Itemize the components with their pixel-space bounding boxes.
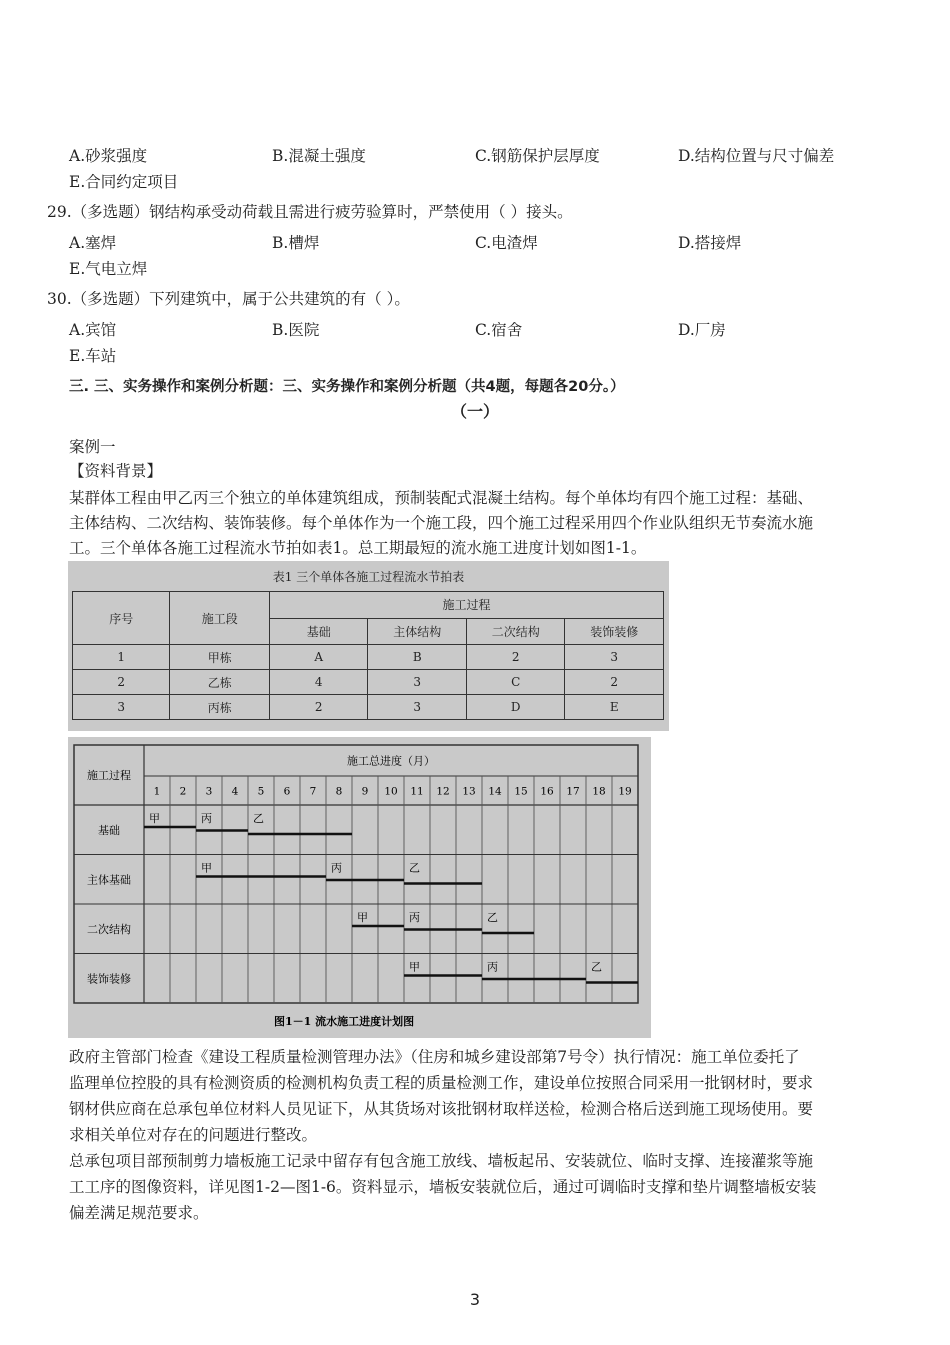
table1-process-header: 二次结构 xyxy=(466,618,565,645)
gantt-month-tick: 5 xyxy=(257,785,265,798)
gantt-month-tick: 9 xyxy=(361,785,369,798)
q29-option-e: E.气电立焊 xyxy=(69,260,148,278)
table1-cell: 4 xyxy=(269,670,368,695)
q30-stem: 30.（多选题）下列建筑中，属于公共建筑的有（ ）。 xyxy=(47,290,410,308)
table1-process-header: 装饰装修 xyxy=(565,618,664,645)
para3-line2: 工工序的图像资料，详见图1-2—图1-6。资料显示，墙板安装就位后，通过可调临时支撑和垫片调整墙板安装 xyxy=(69,1178,817,1196)
gantt-frame xyxy=(74,745,638,1003)
table1-cell: 2 xyxy=(73,670,170,695)
gantt-row-label: 基础 xyxy=(98,823,120,837)
gantt-caption: 图1－1 流水施工进度计划图 xyxy=(274,1015,415,1028)
para2-line1: 政府主管部门检查《建设工程质量检测管理办法》（住房和城乡建设部第7号令）执行情况：施工单位委托了 xyxy=(69,1048,800,1066)
table1-cell: 丙栋 xyxy=(170,695,270,720)
q30-option-b: B.医院 xyxy=(272,321,320,339)
gantt-month-tick: 10 xyxy=(384,785,398,798)
table1-process-header: 主体结构 xyxy=(368,618,467,645)
gantt-month-tick: 16 xyxy=(540,785,554,798)
table1-process-header: 基础 xyxy=(269,618,368,645)
q29-option-d: D.搭接焊 xyxy=(678,234,742,252)
para3-line1: 总承包项目部预制剪力墙板施工记录中留存有包含施工放线、墙板起吊、安装就位、临时支撑、连接灌浆等施 xyxy=(69,1152,814,1170)
table1-cell: 2 xyxy=(466,645,565,670)
para2-line2: 监理单位控股的具有检测资质的检测机构负责工程的质量检测工作，建设单位按照合同采用一批钢材时，要求 xyxy=(69,1074,814,1092)
table1-header-process: 施工过程 xyxy=(269,592,663,619)
gantt-header-process: 施工过程 xyxy=(87,769,131,782)
gantt-month-tick: 4 xyxy=(231,785,239,798)
q28-option-c: C.钢筋保护层厚度 xyxy=(475,147,600,165)
q30-option-e: E.车站 xyxy=(69,347,117,365)
para2-line3: 钢材供应商在总承包单位材料人员见证下，从其货场对该批钢材取样送检，检测合格后送到施工现场使用。要 xyxy=(69,1100,814,1118)
table1-header-seq: 序号 xyxy=(73,592,170,645)
gantt-bar-label: 丙 xyxy=(201,812,212,825)
gantt-bar-label: 甲 xyxy=(409,960,420,974)
table1 xyxy=(72,591,664,720)
gantt-month-tick: 11 xyxy=(410,785,424,798)
gantt-bar-label: 丙 xyxy=(487,960,498,974)
gantt-row-label: 二次结构 xyxy=(87,922,131,936)
case-number: （一） xyxy=(450,402,499,421)
table1-cell: 乙栋 xyxy=(170,670,270,695)
gantt-bar-label: 甲 xyxy=(201,861,212,875)
q28-option-b: B.混凝土强度 xyxy=(272,147,366,165)
gantt-month-tick: 12 xyxy=(436,785,450,798)
table1-cell: A xyxy=(269,645,368,670)
q30-option-d: D.厂房 xyxy=(678,321,726,339)
table1-cell: 2 xyxy=(565,670,664,695)
gantt-bar-label: 乙 xyxy=(253,812,264,825)
table1-cell: E xyxy=(565,695,664,720)
table1-cell: 3 xyxy=(368,695,467,720)
gantt-bar-label: 甲 xyxy=(357,911,368,924)
gantt-row-label: 主体基础 xyxy=(87,873,131,887)
table1-cell: 2 xyxy=(269,695,368,720)
gantt-month-tick: 2 xyxy=(179,785,187,798)
gantt-bar-label: 乙 xyxy=(409,861,420,875)
background-label: 【资料背景】 xyxy=(69,462,163,480)
table-row xyxy=(73,670,664,695)
table1-header-segment: 施工段 xyxy=(170,592,270,645)
table1-title: 表1 三个单体各施工过程流水节拍表 xyxy=(272,570,465,584)
gantt-month-tick: 15 xyxy=(514,785,528,798)
q28-option-e: E.合同约定项目 xyxy=(69,173,179,191)
para1-line2: 主体结构、二次结构、装饰装修。每个单体作为一个施工段，四个施工过程采用四个作业队组织无节奏流水施 xyxy=(69,514,814,532)
gantt-bar-label: 丙 xyxy=(409,911,420,924)
gantt-month-tick: 6 xyxy=(283,785,291,798)
gantt-month-tick: 8 xyxy=(335,785,343,798)
q28-option-d: D.结构位置与尺寸偏差 xyxy=(678,147,835,165)
gantt-month-tick: 1 xyxy=(153,785,161,798)
gantt-row-label: 装饰装修 xyxy=(87,972,131,986)
para2-line4: 求相关单位对存在的问题进行整改。 xyxy=(69,1126,318,1144)
section-title: 三. 三、实务操作和案例分析题：三、实务操作和案例分析题（共4题，每题各20分。） xyxy=(69,379,625,395)
table-row xyxy=(73,645,664,670)
table1-cell: 甲栋 xyxy=(170,645,270,670)
q28-option-a: A.砂浆强度 xyxy=(69,147,148,165)
para1-line1: 某群体工程由甲乙丙三个独立的单体建筑组成，预制装配式混凝土结构。每个单体均有四个施工过程：基础、 xyxy=(69,489,814,507)
gantt-figure xyxy=(68,737,651,1038)
table-row xyxy=(73,695,664,720)
table1-cell: 3 xyxy=(368,670,467,695)
q29-option-b: B.槽焊 xyxy=(272,234,320,252)
q30-option-c: C.宿舍 xyxy=(475,321,523,339)
gantt-header-schedule: 施工总进度（月） xyxy=(347,754,435,768)
gantt-month-tick: 3 xyxy=(205,785,213,798)
gantt-month-tick: 18 xyxy=(592,785,606,798)
gantt-bar-label: 甲 xyxy=(149,812,160,825)
q29-option-a: A.塞焊 xyxy=(69,234,117,252)
gantt-month-tick: 13 xyxy=(462,785,476,798)
para1-line3: 工。三个单体各施工过程流水节拍如表1。总工期最短的流水施工进度计划如图1-1。 xyxy=(69,539,647,557)
gantt-bar-label: 乙 xyxy=(487,911,498,924)
table1-cell: 3 xyxy=(73,695,170,720)
gantt-month-tick: 17 xyxy=(566,785,580,798)
gantt-bar-label: 丙 xyxy=(331,861,342,875)
page-number: 3 xyxy=(469,1290,481,1309)
gantt-bar-label: 乙 xyxy=(591,960,602,974)
para3-line3: 偏差满足规范要求。 xyxy=(69,1204,209,1222)
gantt-month-tick: 14 xyxy=(488,785,502,798)
q29-stem: 29.（多选题）钢结构承受动荷载且需进行疲劳验算时，严禁使用（ ）接头。 xyxy=(47,203,573,221)
table1-cell: 3 xyxy=(565,645,664,670)
table1-cell: B xyxy=(368,645,467,670)
gantt-month-tick: 7 xyxy=(309,785,317,798)
table1-cell: 1 xyxy=(73,645,170,670)
table1-cell: D xyxy=(466,695,565,720)
table1-figure xyxy=(68,561,669,731)
q30-option-a: A.宾馆 xyxy=(69,321,117,339)
q29-option-c: C.电渣焊 xyxy=(475,234,538,252)
case-label: 案例一 xyxy=(69,438,116,456)
gantt-month-tick: 19 xyxy=(618,785,632,798)
gantt-chart xyxy=(68,737,651,1038)
table1-cell: C xyxy=(466,670,565,695)
